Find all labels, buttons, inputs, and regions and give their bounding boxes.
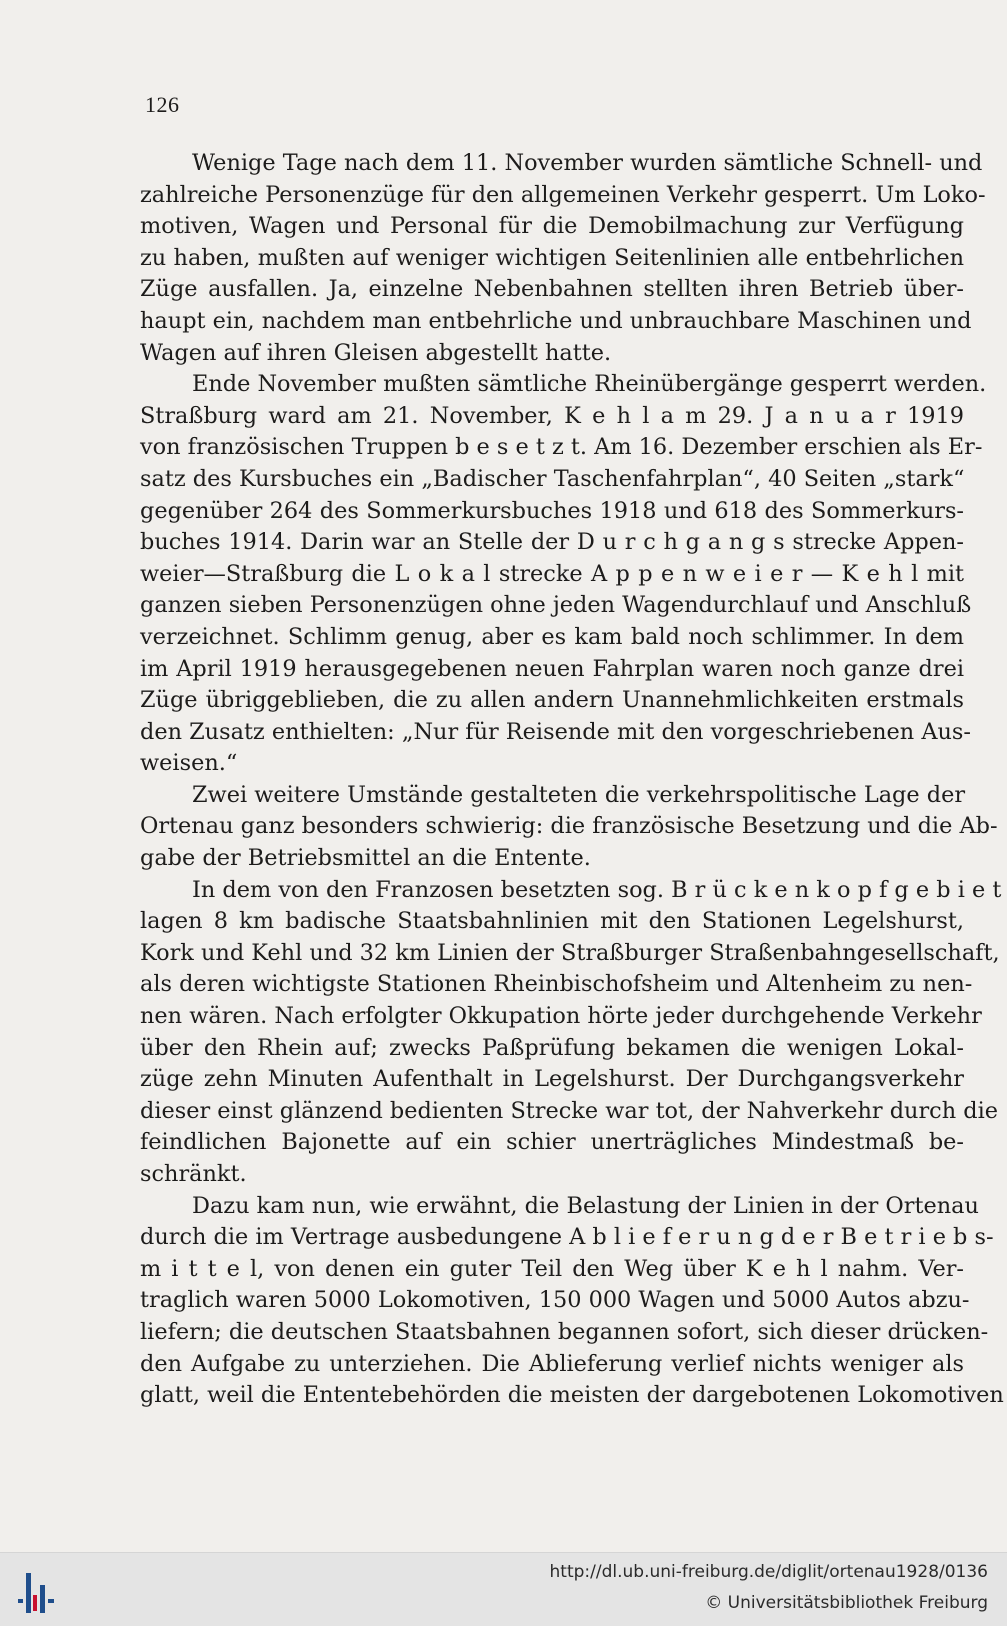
text-line: In dem von den Franzosen besetzten sog. B r ü c k e n k o p f g e b i e t: [192, 876, 1002, 903]
text-line: von französischen Truppen b e s e t z t. Am 16. Dezember erschien als Er-: [140, 434, 983, 461]
paragraph-1: [140, 148, 986, 369]
text-line: weier—Straßburg die L o k a l strecke A p p e n w e i e r — K e h l mit: [140, 560, 964, 587]
text-line: Straßburg ward am 21. November, K e h l a m 29. J a n u a r 1919: [140, 402, 964, 429]
paragraph-3: [140, 780, 998, 875]
text-line: den Aufgabe zu unterziehen. Die Ablieferung verlief nichts weniger als: [140, 1350, 964, 1377]
text-line: Ende November mußten sämtliche Rheinübergänge gesperrt werden.: [192, 371, 987, 398]
paragraph-4: [140, 875, 1002, 1191]
text-line: züge zehn Minuten Aufenthalt in Legelshurst. Der Durchgangsverkehr: [140, 1066, 964, 1093]
text-line: haupt ein, nachdem man entbehrliche und unbrauchbare Maschinen und: [140, 307, 972, 334]
text-line: Wagen auf ihren Gleisen abgestellt hatte.: [140, 339, 612, 366]
text-line: verzeichnet. Schlimm genug, aber es kam bald noch schlimmer. In dem: [140, 623, 964, 650]
text-line: über den Rhein auf; zwecks Paßprüfung bekamen die wenigen Lokal-: [140, 1034, 964, 1061]
paragraph-5: [140, 1191, 1004, 1412]
ub-freiburg-logo-icon: [10, 1565, 62, 1615]
text-line: nen wären. Nach erfolgter Okkupation hörte jeder durchgehende Verkehr: [140, 1003, 982, 1030]
text-line: feindlichen Bajonette auf ein schier unerträgliches Mindestmaß be-: [140, 1129, 964, 1156]
permalink-url[interactable]: http://dl.ub.uni-freiburg.de/diglit/ortenau1928/0136: [549, 1562, 988, 1582]
copyright-notice: © Universitätsbibliothek Freiburg: [705, 1593, 988, 1613]
text-line: satz des Kursbuches ein „Badischer Taschenfahrplan“, 40 Seiten „stark“: [140, 465, 965, 492]
text-line: gabe der Betriebsmittel an die Entente.: [140, 845, 591, 872]
text-line: dieser einst glänzend bedienten Strecke war tot, der Nahverkehr durch die: [140, 1097, 998, 1124]
text-line: Kork und Kehl und 32 km Linien der Straßburger Straßenbahngesellschaft,: [140, 939, 1000, 966]
text-line: liefern; die deutschen Staatsbahnen begannen sofort, sich dieser drücken-: [140, 1318, 989, 1345]
text-line: Züge übriggeblieben, die zu allen andern Unannehmlichkeiten erstmals: [140, 687, 964, 714]
text-line: gegenüber 264 des Sommerkursbuches 1918 und 618 des Sommerkurs-: [140, 497, 964, 524]
body-text: [140, 148, 1004, 1412]
text-line: buches 1914. Darin war an Stelle der D u r c h g a n g s strecke Appen-: [140, 529, 964, 556]
text-line: weisen.“: [140, 750, 238, 777]
text-line: m i t t e l, von denen ein guter Teil den Weg über K e h l nahm. Ver-: [140, 1255, 964, 1282]
text-line: den Zusatz enthielten: „Nur für Reisende mit den vorgeschriebenen Aus-: [140, 718, 971, 745]
text-line: traglich waren 5000 Lokomotiven, 150 000 Wagen und 5000 Autos abzu-: [140, 1287, 970, 1314]
page-number: 126: [145, 92, 180, 117]
text-line: im April 1919 herausgegebenen neuen Fahrplan waren noch ganze drei: [140, 655, 964, 682]
text-line: zahlreiche Personenzüge für den allgemeinen Verkehr gesperrt. Um Loko-: [140, 181, 986, 208]
text-line: ganzen sieben Personenzügen ohne jeden Wagendurchlauf und Anschluß: [140, 592, 972, 619]
text-line: lagen 8 km badische Staatsbahnlinien mit den Stationen Legelshurst,: [140, 908, 964, 935]
text-line: Ortenau ganz besonders schwierig: die französische Besetzung und die Ab-: [140, 813, 998, 840]
text-line: durch die im Vertrage ausbedungene A b l i e f e r u n g d e r B e t r i e b s-: [140, 1224, 994, 1251]
text-line: Wenige Tage nach dem 11. November wurden sämtliche Schnell- und: [192, 150, 983, 176]
text-line: Dazu kam nun, wie erwähnt, die Belastung der Linien in der Ortenau: [192, 1192, 979, 1219]
paragraph-2: [140, 369, 987, 780]
text-line: motiven, Wagen und Personal für die Demobilmachung zur Verfügung: [140, 213, 964, 240]
text-line: Züge ausfallen. Ja, einzelne Nebenbahnen stellten ihren Betrieb über-: [140, 276, 964, 303]
text-line: glatt, weil die Ententebehörden die meisten der dargebotenen Lokomotiven: [140, 1382, 1004, 1409]
viewer-footer: [0, 1552, 1007, 1626]
text-line: als deren wichtigste Stationen Rheinbischofsheim und Altenheim zu nen-: [140, 971, 973, 998]
text-line: Zwei weitere Umstände gestalteten die verkehrspolitische Lage der: [192, 781, 966, 808]
text-line: zu haben, mußten auf weniger wichtigen Seitenlinien alle entbehrlichen: [140, 244, 964, 271]
text-line: schränkt.: [140, 1161, 247, 1187]
